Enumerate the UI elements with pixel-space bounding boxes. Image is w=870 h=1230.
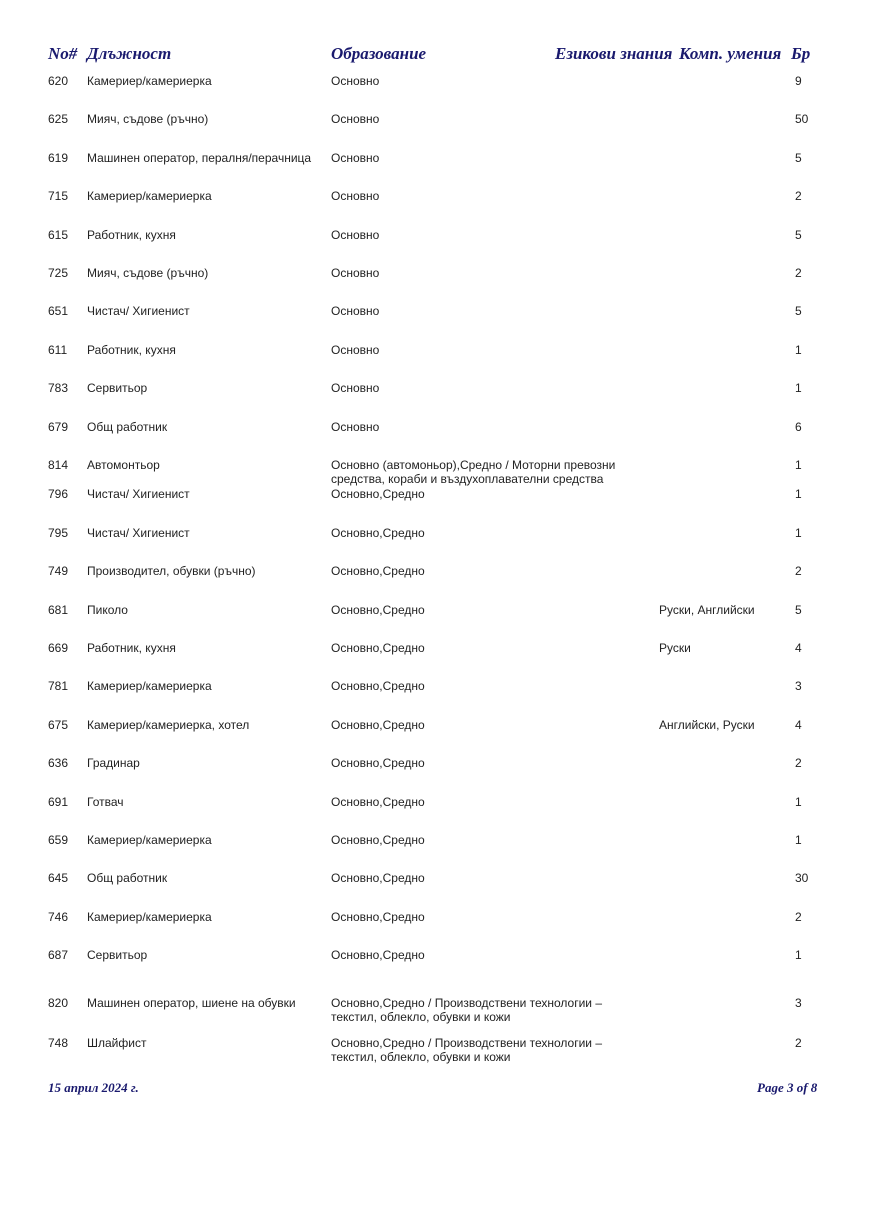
header-position: Длъжност [87, 44, 172, 63]
row-education: Основно,Средно [331, 756, 425, 771]
row-position: Чистач/ Хигиенист [87, 304, 190, 319]
row-education: Основно [331, 150, 380, 165]
row-count: 2 [795, 756, 802, 771]
row-position: Производител, обувки (ръчно) [87, 564, 256, 579]
table-row [0, 420, 870, 458]
row-number: 679 [48, 419, 69, 434]
row-number: 636 [48, 756, 69, 771]
row-count: 1 [795, 948, 802, 963]
row-position: Готвач [87, 794, 124, 809]
row-education: Основно [331, 74, 380, 88]
table-row [0, 343, 870, 381]
header-education: Образование [331, 44, 427, 63]
row-education: Основно,Средно [331, 487, 425, 502]
row-number: 675 [48, 717, 69, 732]
row-count: 50 [795, 112, 809, 127]
row-count: 5 [795, 227, 802, 242]
row-education: Основно,Средно [331, 871, 425, 886]
table-row [0, 564, 870, 602]
row-position: Сервитьор [87, 381, 148, 396]
table-row [0, 189, 870, 227]
table-row [0, 526, 870, 564]
row-position: Мияч, съдове (ръчно) [87, 266, 209, 280]
row-education: Основно,Средно [331, 679, 425, 694]
row-education: Основно [331, 189, 380, 204]
row-position: Сервитьор [87, 948, 148, 963]
header-count: Бр [791, 44, 811, 63]
table-row [0, 948, 870, 986]
row-number: 783 [48, 381, 69, 396]
row-position: Работник, кухня [87, 227, 176, 242]
table-row [0, 871, 870, 909]
table-row [0, 603, 870, 641]
row-number: 619 [48, 150, 69, 165]
row-count: 30 [795, 871, 809, 886]
row-count: 1 [795, 487, 802, 502]
row-count: 4 [795, 641, 802, 655]
row-count: 3 [795, 679, 802, 694]
row-count: 2 [795, 909, 802, 924]
row-count: 2 [795, 1036, 802, 1050]
table-row [0, 74, 870, 112]
row-position: Машинен оператор, пералня/перачница [87, 150, 312, 165]
row-number: 749 [48, 564, 69, 579]
row-education: Основно [331, 112, 380, 127]
row-number: 611 [48, 342, 68, 357]
row-number: 691 [48, 794, 69, 809]
row-position: Чистач/ Хигиенист [87, 487, 190, 502]
row-number: 725 [48, 266, 69, 280]
row-education: Основно,Средно [331, 525, 425, 540]
row-education: Основно [331, 266, 380, 280]
row-position: Мияч, съдове (ръчно) [87, 112, 209, 127]
row-position: Работник, кухня [87, 641, 176, 655]
row-position: Общ работник [87, 419, 168, 434]
row-count: 2 [795, 564, 802, 579]
table-row [0, 679, 870, 717]
row-count: 5 [795, 150, 802, 165]
row-position: Автомонтьор [87, 458, 160, 472]
table-row [0, 487, 870, 525]
row-position: Камериер/камериерка [87, 909, 212, 924]
row-education: Основно,Средно [331, 794, 425, 809]
row-number: 796 [48, 487, 69, 502]
table-row [0, 756, 870, 794]
row-count: 1 [795, 342, 802, 357]
row-count: 2 [795, 189, 802, 204]
row-education: Основно,Средно [331, 602, 425, 617]
row-number: 651 [48, 304, 69, 319]
row-count: 1 [795, 833, 802, 847]
footer-date: 15 април 2024 г. [48, 1080, 139, 1095]
row-count: 1 [795, 525, 802, 540]
row-number: 659 [48, 833, 69, 847]
row-number: 781 [48, 679, 69, 694]
header-no: No# [48, 44, 78, 63]
row-number: 681 [48, 602, 69, 617]
table-row [0, 381, 870, 419]
row-number: 615 [48, 227, 69, 242]
row-number: 620 [48, 74, 69, 88]
row-number: 645 [48, 871, 69, 886]
row-number: 625 [48, 112, 69, 127]
row-education: Основно,Средно [331, 717, 425, 732]
row-education: Основно [331, 381, 380, 396]
row-count: 2 [795, 266, 802, 280]
row-education: Основно [331, 419, 380, 434]
row-position: Камериер/камериерка, хотел [87, 717, 250, 732]
row-education: Основно,Средно [331, 909, 425, 924]
row-position: Машинен оператор, шиене на обувки [87, 996, 296, 1010]
table-row [0, 304, 870, 342]
footer-page-number: Page 3 of 8 [757, 1080, 818, 1095]
table-row [0, 833, 870, 871]
row-languages: Руски, Английски [659, 602, 755, 617]
row-position: Камериер/камериерка [87, 833, 212, 847]
row-number: 746 [48, 909, 69, 924]
row-position: Камериер/камериерка [87, 679, 212, 694]
row-education: Основно,Средно [331, 564, 425, 579]
row-education: Основно,Средно [331, 833, 425, 847]
table-row [0, 996, 870, 1034]
row-number: 669 [48, 641, 69, 655]
table-row [0, 641, 870, 679]
row-count: 9 [795, 74, 802, 88]
row-count: 5 [795, 304, 802, 319]
row-position: Камериер/камериерка [87, 74, 212, 88]
row-education: Основно [331, 304, 380, 319]
row-number: 820 [48, 996, 69, 1010]
row-education: Основно [331, 227, 380, 242]
row-position: Работник, кухня [87, 342, 176, 357]
row-number: 795 [48, 525, 69, 540]
row-languages: Руски [659, 641, 691, 655]
row-number: 687 [48, 948, 69, 963]
row-count: 4 [795, 717, 802, 732]
row-education: Основно (автомоньор),Средно / Моторни превозни средства, кораби и въздухоплавателни средства [331, 458, 616, 486]
table-row [0, 266, 870, 304]
row-position: Чистач/ Хигиенист [87, 525, 190, 540]
table-row [0, 910, 870, 948]
row-education: Основно,Средно / Производствени технологии – текстил, облекло, обувки и кожи [331, 996, 603, 1024]
row-count: 1 [795, 794, 802, 809]
row-count: 1 [795, 458, 802, 472]
row-education: Основно,Средно [331, 641, 425, 655]
row-position: Пиколо [87, 602, 128, 617]
row-count: 3 [795, 996, 802, 1010]
table-row [0, 151, 870, 189]
row-count: 5 [795, 602, 802, 617]
table-row [0, 1036, 870, 1074]
row-number: 814 [48, 458, 69, 472]
row-number: 715 [48, 189, 69, 204]
table-row [0, 228, 870, 266]
table-row [0, 795, 870, 833]
row-languages: Английски, Руски [659, 717, 755, 732]
header-computer: Комп. умения [679, 44, 782, 63]
row-count: 1 [795, 381, 802, 396]
row-education: Основно,Средно / Производствени технологии – текстил, облекло, обувки и кожи [331, 1036, 603, 1064]
row-position: Градинар [87, 756, 140, 771]
row-number: 748 [48, 1036, 69, 1050]
row-position: Камериер/камериерка [87, 189, 212, 204]
row-education: Основно,Средно [331, 948, 425, 963]
table-row [0, 112, 870, 150]
row-position: Общ работник [87, 871, 168, 886]
header-languages: Езикови знания [555, 44, 673, 63]
table-row [0, 718, 870, 756]
row-count: 6 [795, 419, 802, 434]
row-education: Основно [331, 342, 380, 357]
row-position: Шлайфист [87, 1036, 147, 1050]
